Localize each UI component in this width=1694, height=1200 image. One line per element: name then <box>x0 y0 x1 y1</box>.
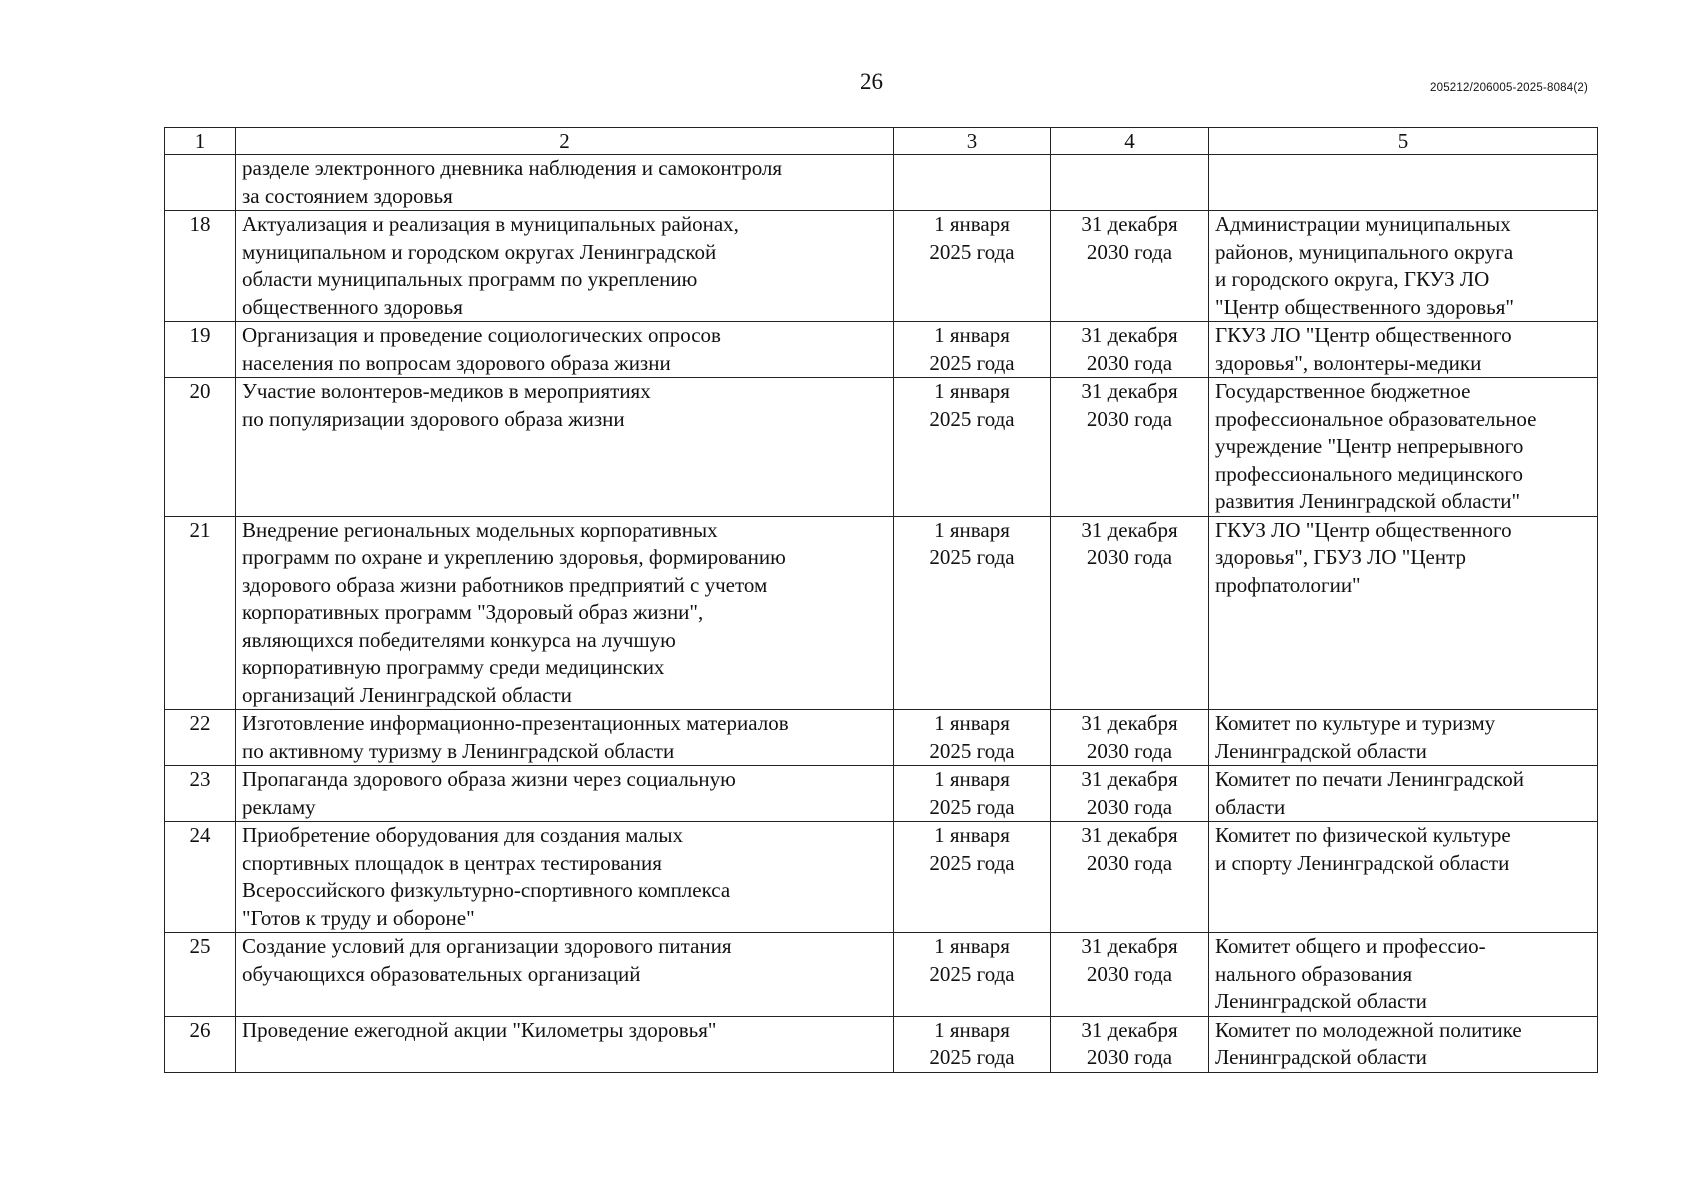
table-row <box>165 822 1598 933</box>
event-description-line: Приобретение оборудования для создания малых <box>242 823 684 847</box>
document-code: 205212/206005-2025-8084(2) <box>1430 82 1589 94</box>
end-date <box>1051 211 1209 322</box>
table-row <box>165 516 1598 710</box>
start-date-line: 2025 года <box>929 1045 1015 1069</box>
end-date <box>1051 1016 1209 1072</box>
start-date-line: 1 января <box>934 823 1010 847</box>
event-description-line: "Готов к труду и обороне" <box>242 905 475 930</box>
end-date-line: 2030 года <box>1086 239 1173 264</box>
event-description <box>236 1016 894 1072</box>
start-date-line: 2025 года <box>929 794 1015 819</box>
responsible-executors-line: учреждение "Центр непрерывного <box>1215 434 1524 458</box>
responsible-executors <box>1209 378 1598 517</box>
responsible-executors-line: районов, муниципального округа <box>1215 239 1514 264</box>
row-number: 25 <box>165 933 236 1017</box>
responsible-executors-line: развития Ленинградской области" <box>1215 489 1521 513</box>
responsible-executors-line: и спорту Ленинградской области <box>1215 850 1510 875</box>
end-date <box>1051 516 1209 710</box>
start-date <box>894 933 1051 1017</box>
responsible-executors-line: Государственное бюджетное <box>1215 379 1471 403</box>
table-row <box>165 933 1598 1017</box>
event-description-line: корпоративную программу среди медицинских <box>242 655 665 679</box>
responsible-executors-line: Ленинградской области <box>1215 738 1427 763</box>
event-description-line: корпоративных программ "Здоровый образ жизни", <box>242 600 704 624</box>
event-description-line: Всероссийского физкультурно-спортивного комплекса <box>242 878 731 902</box>
row-number <box>165 155 236 211</box>
start-date-line: 1 января <box>934 323 1010 347</box>
end-date <box>1051 822 1209 933</box>
end-date-line: 2030 года <box>1086 350 1173 375</box>
responsible-executors-line: здоровья", волонтеры-медики <box>1215 350 1482 375</box>
table-row <box>165 710 1598 766</box>
event-description-line: по активному туризму в Ленинградской области <box>242 738 675 763</box>
table-row <box>165 378 1598 517</box>
start-date <box>894 1016 1051 1072</box>
end-date-line: 2030 года <box>1086 545 1173 569</box>
event-description <box>236 322 894 378</box>
column-number-5: 5 <box>1209 128 1598 155</box>
responsible-executors-line: ГКУЗ ЛО "Центр общественного <box>1215 323 1512 347</box>
table-row <box>165 211 1598 322</box>
event-description-line: общественного здоровья <box>242 294 463 319</box>
event-description-line: по популяризации здорового образа жизни <box>242 406 625 431</box>
row-number: 24 <box>165 822 236 933</box>
responsible-executors <box>1209 322 1598 378</box>
start-date <box>894 516 1051 710</box>
end-date-line: 2030 года <box>1086 850 1173 875</box>
end-date-line: 2030 года <box>1086 794 1173 819</box>
event-description-line: Организация и проведение социологических опросов <box>242 323 721 347</box>
event-description-line: муниципальном и городском округах Ленинградской <box>242 239 717 264</box>
event-description <box>236 155 894 211</box>
start-date-line: 2025 года <box>929 961 1015 986</box>
end-date-line: 31 декабря <box>1081 323 1178 347</box>
row-number: 23 <box>165 766 236 822</box>
responsible-executors <box>1209 766 1598 822</box>
responsible-executors-line: ГКУЗ ЛО "Центр общественного <box>1215 517 1512 542</box>
end-date-line: 31 декабря <box>1081 517 1178 542</box>
start-date-line: 2025 года <box>929 406 1015 431</box>
responsible-executors-line: Комитет по физической культуре <box>1215 823 1511 847</box>
start-date-line: 1 января <box>934 1017 1010 1042</box>
responsible-executors-line: здоровья", ГБУЗ ЛО "Центр <box>1215 545 1467 569</box>
row-number: 26 <box>165 1016 236 1072</box>
event-description-line: обучающихся образовательных организаций <box>242 961 641 986</box>
start-date-line: 1 января <box>934 379 1010 403</box>
event-description-line: области муниципальных программ по укреплению <box>242 267 698 291</box>
table-row <box>165 1016 1598 1072</box>
responsible-executors-line: Ленинградской области <box>1215 1045 1427 1069</box>
start-date-line: 2025 года <box>929 738 1015 763</box>
responsible-executors-line: профпатологии" <box>1215 572 1361 597</box>
start-date-line: 2025 года <box>929 239 1015 264</box>
event-description-line: Актуализация и реализация в муниципальных районах, <box>242 212 739 236</box>
event-description <box>236 933 894 1017</box>
row-number: 20 <box>165 378 236 517</box>
end-date-line: 31 декабря <box>1081 934 1178 958</box>
column-number-header-row <box>165 128 1598 155</box>
responsible-executors-line: и городского округа, ГКУЗ ЛО <box>1215 267 1490 291</box>
responsible-executors-line: Комитет по печати Ленинградской <box>1215 767 1524 791</box>
event-description-line: спортивных площадок в центрах тестирования <box>242 850 662 875</box>
event-description-line: здорового образа жизни работников предприятий с учетом <box>242 572 768 597</box>
event-description-line: Участие волонтеров-медиков в мероприятиях <box>242 379 651 403</box>
event-description-line: организаций Ленинградской области <box>242 682 572 707</box>
event-description-line: программ по охране и укреплению здоровья, формированию <box>242 545 786 569</box>
event-description-line: Внедрение региональных модельных корпоративных <box>242 517 718 542</box>
responsible-executors <box>1209 516 1598 710</box>
responsible-executors <box>1209 822 1598 933</box>
plan-table <box>164 127 1598 1073</box>
start-date-line: 2025 года <box>929 545 1015 569</box>
responsible-executors <box>1209 1016 1598 1072</box>
start-date <box>894 766 1051 822</box>
column-number-3: 3 <box>894 128 1051 155</box>
row-number: 21 <box>165 516 236 710</box>
end-date-line: 31 декабря <box>1081 379 1178 403</box>
responsible-executors-line: Комитет по молодежной политике <box>1215 1017 1522 1042</box>
end-date <box>1051 933 1209 1017</box>
event-description-line: рекламу <box>242 794 316 819</box>
table-row <box>165 155 1598 211</box>
event-description-line: являющихся победителями конкурса на лучшую <box>242 627 676 652</box>
row-number: 18 <box>165 211 236 322</box>
responsible-executors <box>1209 933 1598 1017</box>
end-date-line: 2030 года <box>1086 406 1173 431</box>
event-description-line: населения по вопросам здорового образа жизни <box>242 350 671 375</box>
end-date <box>1051 766 1209 822</box>
end-date-line: 31 декабря <box>1081 823 1178 847</box>
event-description <box>236 710 894 766</box>
responsible-executors-line: Ленинградской области <box>1215 989 1427 1013</box>
event-description-line: разделе электронного дневника наблюдения и самоконтроля <box>242 156 783 180</box>
end-date-line: 2030 года <box>1086 1045 1173 1069</box>
event-description <box>236 766 894 822</box>
end-date <box>1051 710 1209 766</box>
end-date <box>1051 155 1209 211</box>
start-date <box>894 710 1051 766</box>
row-number: 19 <box>165 322 236 378</box>
plan-table-body <box>165 155 1598 1073</box>
event-description-line: Проведение ежегодной акции "Километры здоровья" <box>242 1017 717 1042</box>
responsible-executors <box>1209 710 1598 766</box>
end-date-line: 2030 года <box>1086 961 1173 986</box>
column-number-1: 1 <box>165 128 236 155</box>
table-row <box>165 322 1598 378</box>
responsible-executors-line: "Центр общественного здоровья" <box>1215 294 1514 319</box>
start-date-line: 1 января <box>934 212 1010 236</box>
start-date <box>894 211 1051 322</box>
table-row <box>165 766 1598 822</box>
responsible-executors <box>1209 211 1598 322</box>
end-date <box>1051 322 1209 378</box>
event-description <box>236 516 894 710</box>
start-date-line: 1 января <box>934 711 1010 735</box>
start-date <box>894 322 1051 378</box>
end-date <box>1051 378 1209 517</box>
start-date-line: 1 января <box>934 767 1010 791</box>
event-description-line: Изготовление информационно-презентационных материалов <box>242 711 789 735</box>
event-description <box>236 211 894 322</box>
responsible-executors <box>1209 155 1598 211</box>
end-date-line: 2030 года <box>1086 738 1173 763</box>
start-date-line: 2025 года <box>929 350 1015 375</box>
responsible-executors-line: нального образования <box>1215 961 1413 986</box>
column-number-4: 4 <box>1051 128 1209 155</box>
column-number-2: 2 <box>236 128 894 155</box>
responsible-executors-line: Комитет по культуре и туризму <box>1215 711 1496 735</box>
event-description <box>236 378 894 517</box>
start-date-line: 1 января <box>934 517 1010 542</box>
start-date-line: 1 января <box>934 934 1010 958</box>
responsible-executors-line: профессионального медицинского <box>1215 461 1523 486</box>
end-date-line: 31 декабря <box>1081 711 1178 735</box>
page-number: 26 <box>860 69 883 94</box>
responsible-executors-line: Администрации муниципальных <box>1215 212 1511 236</box>
event-description-line: Создание условий для организации здорового питания <box>242 934 732 958</box>
responsible-executors-line: профессиональное образовательное <box>1215 406 1537 431</box>
event-description <box>236 822 894 933</box>
start-date <box>894 378 1051 517</box>
responsible-executors-line: области <box>1215 794 1286 819</box>
row-number: 22 <box>165 710 236 766</box>
responsible-executors-line: Комитет общего и профессио- <box>1215 934 1486 958</box>
event-description-line: Пропаганда здорового образа жизни через социальную <box>242 767 736 791</box>
start-date-line: 2025 года <box>929 850 1015 875</box>
start-date <box>894 822 1051 933</box>
start-date <box>894 155 1051 211</box>
end-date-line: 31 декабря <box>1081 1017 1178 1042</box>
end-date-line: 31 декабря <box>1081 767 1178 791</box>
event-description-line: за состоянием здоровья <box>242 183 453 208</box>
end-date-line: 31 декабря <box>1081 212 1178 236</box>
